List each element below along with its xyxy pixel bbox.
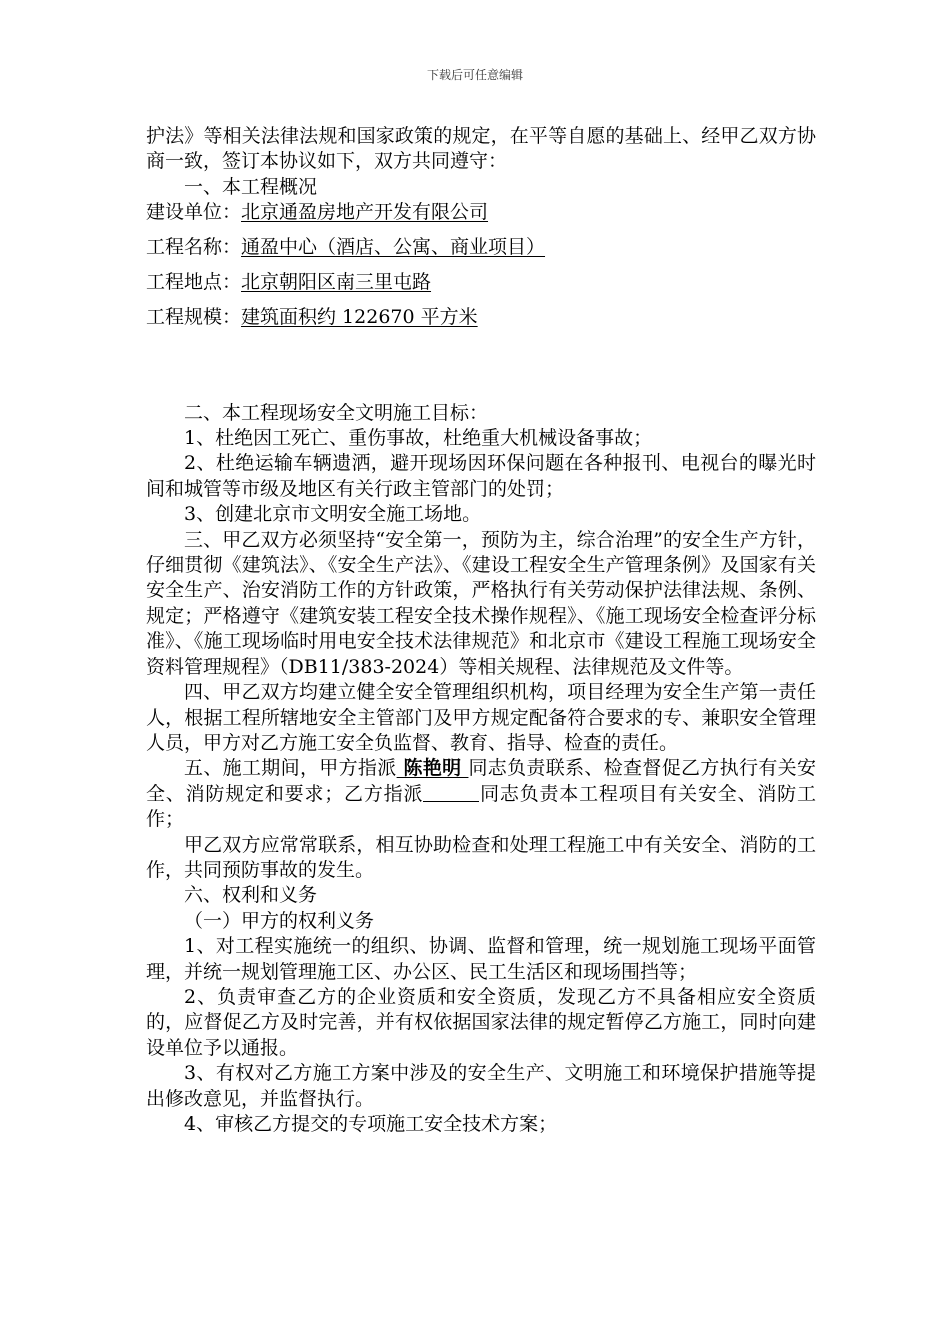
field-label: 建设单位： [146, 201, 242, 224]
section2-item: 3、创建北京市文明安全施工场地。 [184, 503, 482, 526]
section5-paragraph [146, 756, 816, 832]
page-header: 下载后可任意编辑 [426, 68, 523, 82]
section6-item: 1、对工程实施统一的组织、协调、监督和管理，统一规划施工现场平面管理，并统一规划管理施工区、办公区、民工生活区和现场围挡等； [146, 935, 816, 983]
field-project-scale [146, 305, 816, 330]
section4-paragraph: 四、甲乙双方均建立健全安全管理组织机构，项目经理为安全生产第一责任人，根据工程所辖地安全主管部门及甲方规定配备符合要求的专、兼职安全管理人员，甲方对乙方施工安全负监督、教育、指导、检查的责任。 [146, 681, 816, 754]
field-value: 建筑面积约 122670 平方米 [241, 306, 478, 329]
section6-item: 2、负责审查乙方的企业资质和安全资质，发现乙方不具备相应安全资质的，应督促乙方及时完善，并有权依据国家法律的规定暂停乙方施工，同时向建设单位予以通报。 [146, 985, 816, 1059]
section5-paragraph-2: 甲乙双方应常常联系，相互协助检查和处理工程施工中有关安全、消防的工作，共同预防事故的发生。 [146, 833, 816, 881]
section5-text: 同志负责联系、检查督促乙方执行有关安全、消防规定和要求；乙方指派 [146, 757, 816, 805]
document-body [146, 124, 816, 1137]
section2-item: 2、杜绝运输车辆遗洒，避开现场因环保问题在各种报刊、电视台的曝光时间和城管等市级及地区有关行政主管部门的处罚； [146, 452, 816, 500]
field-value: 通盈中心（酒店、公寓、商业项目） [241, 236, 546, 259]
field-label: 工程地点： [146, 271, 242, 294]
section5-text: 同志负责本工程项目有关安全、消防工作； [146, 782, 816, 831]
field-label: 工程规模： [146, 306, 242, 329]
section6-item: 4、审核乙方提交的专项施工安全技术方案； [184, 1113, 558, 1135]
section6-heading: 六、权利和义务 [184, 884, 318, 907]
section1-heading: 一、本工程概况 [184, 175, 318, 198]
party-b-contact-blank [423, 783, 479, 802]
section6-item: 3、有权对乙方施工方案中涉及的安全生产、文明施工和环境保护措施等提出修改意见，并监督执行。 [146, 1062, 816, 1110]
section5-text: 五、施工期间，甲方指派 [184, 757, 397, 780]
field-label: 工程名称： [146, 236, 242, 259]
field-value: 北京通盈房地产开发有限公司 [241, 201, 489, 224]
field-project-location [146, 270, 816, 295]
field-construction-unit [146, 200, 816, 225]
section2-item: 1、杜绝因工死亡、重伤事故，杜绝重大机械设备事故； [184, 427, 653, 450]
blank-gap [146, 331, 816, 401]
section3-paragraph: 三、甲乙双方必须坚持“安全第一，预防为主，综合治理”的安全生产方针，仔细贯彻《建筑法》、《安全生产法》、《建设工程安全生产管理条例》及国家有关安全生产、治安消防工作的方针政策，严格执行有关劳动保护法律法规、条例、规定；严格遵守《建筑安装工程安全技术操作规程》、《施工现场安全检查评分标准》、《施工现场临时用电安全技术法律规范》和北京市《建设工程施工现场安全资料管理规程》（DB11/383-2024）等相关规程、法律规范及文件等。 [146, 528, 816, 678]
section6-subheading: （一）甲方的权利义务 [184, 909, 375, 932]
intro-paragraph: 护法》等相关法律法规和国家政策的规定，在平等自愿的基础上、经甲乙双方协商一致，签订本协议如下，双方共同遵守： [146, 125, 816, 173]
party-a-contact-name: 陈艳明 [396, 757, 469, 780]
field-project-name [146, 235, 816, 260]
field-value: 北京朝阳区南三里屯路 [241, 271, 432, 294]
section2-heading: 二、本工程现场安全文明施工目标： [184, 401, 489, 424]
